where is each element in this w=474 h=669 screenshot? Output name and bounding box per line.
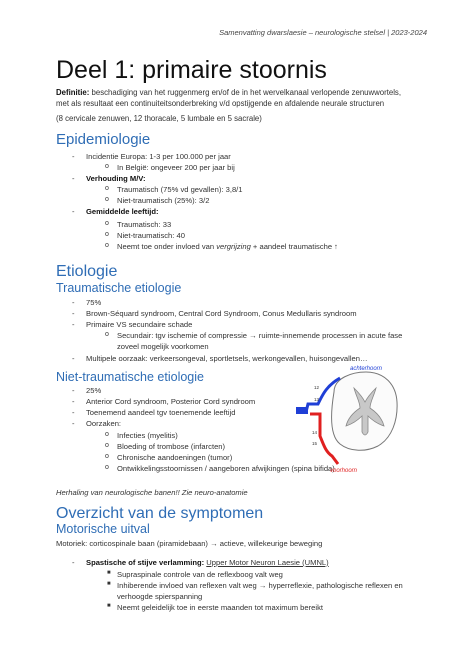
reference-note: Herhaling van neurologische banen!! Zie neuro-anatomie [56,488,248,497]
list-item: ■ Supraspinale controle van de reflexboog valt weg [107,570,283,579]
list-item: - Anterior Cord syndroom, Posterior Cord syndroom [72,397,256,406]
dash-bullet-icon: - [72,419,75,428]
list-item: o Secundair: tgv ischemie of compressie → ruimte-innemende processen in acute fase [105,331,403,340]
list-item: - Primaire VS secundaire schade [72,320,193,329]
dorsal-root-ganglion [296,407,308,414]
label-voorhoorn: voorhoorn [330,468,358,474]
label-13: 13 [314,397,320,402]
list-item: o Bloeding of trombose (infarcten) [105,442,226,451]
list-item: o Infecties (myelitis) [105,431,178,440]
list-item: - Toenemend aandeel tgv toenemende leeftijd [72,408,236,417]
label-15: 15 [312,441,318,446]
dash-bullet-icon: - [72,207,75,216]
list-item: o Niet-traumatisch (25%): 3/2 [105,196,210,205]
circle-bullet-icon: o [105,185,109,192]
label-achterhoorn: achterhoorn [350,366,383,372]
nerve-count-note: (8 cervicale zenuwen, 12 thoracale, 5 lumbale en 5 sacrale) [56,114,262,123]
circle-bullet-icon: o [105,453,109,460]
subheading-niet-traumatische: Niet-traumatische etiologie [56,370,204,384]
dash-bullet-icon: - [72,320,75,329]
circle-bullet-icon: o [105,242,109,249]
subheading-motorische-uitval: Motorische uitval [56,522,150,536]
square-bullet-icon: ■ [107,581,111,587]
list-item: - Multipele oorzaak: verkeersongeval, sportletsels, werkongevallen, huisongevallen… [72,354,368,363]
circle-bullet-icon: o [105,464,109,471]
list-item: o Traumatisch: 33 [105,220,172,229]
page-title: Deel 1: primaire stoornis [56,56,327,84]
dash-bullet-icon: - [72,408,75,417]
dash-bullet-icon: - [72,152,75,161]
list-item: ■ Neemt geleidelijk toe in eerste maanden tot maximum bereikt [107,603,323,612]
list-item: - Oorzaken: [72,419,122,428]
square-bullet-icon: ■ [107,570,111,576]
list-item: - Spastische of stijve verlamming: Upper Motor Neuron Laesie (UMNL) [72,558,329,567]
motoriek-line: Motoriek: corticospinale baan (piramidebaan) → actieve, willekeurige beweging [56,539,323,548]
dash-bullet-icon: - [72,558,75,567]
circle-bullet-icon: o [105,163,109,170]
list-item: - Verhouding M/V: [72,174,146,183]
definition [56,87,401,109]
circle-bullet-icon: o [105,196,109,203]
circle-bullet-icon: o [105,331,109,338]
subheading-traumatische: Traumatische etiologie [56,281,182,295]
section-heading-epidemiologie: Epidemiologie [56,131,151,148]
dash-bullet-icon: - [72,354,75,363]
dash-bullet-icon: - [72,174,75,183]
spinal-cord-diagram [296,362,404,474]
circle-bullet-icon: o [105,220,109,227]
list-item: - 25% [72,386,102,395]
dash-bullet-icon: - [72,386,75,395]
list-item-continuation: zoveel mogelijk voorkomen [117,342,209,351]
list-item: o Ontwikkelingsstoornissen / aangeboren afwijkingen (spina bifida) [105,464,335,473]
list-item: o Chronische aandoeningen (tumor) [105,453,233,462]
circle-bullet-icon: o [105,431,109,438]
dash-bullet-icon: - [72,298,75,307]
list-item: - Gemiddelde leeftijd: [72,207,159,216]
list-item: - Brown-Séquard syndroom, Central Cord Syndroom, Conus Medullaris syndroom [72,309,357,318]
square-bullet-icon: ■ [107,603,111,609]
list-item: ■ Inhiberende invloed van reflexen valt weg → hyperreflexie, pathologische reflexen en [107,581,403,590]
list-item-continuation: verhoogde spierspanning [117,592,203,601]
spinal-cord-diagram-svg [296,362,404,474]
label-12: 12 [314,385,320,390]
page-header: Samenvatting dwarslaesie – neurologische stelsel | 2023-2024 [219,28,427,37]
list-item: o Traumatisch (75% vd gevallen): 3,8/1 [105,185,243,194]
list-item: - 75% [72,298,102,307]
circle-bullet-icon: o [105,231,109,238]
section-heading-symptomen: Overzicht van de symptomen [56,505,264,522]
definition-text-2: met als resultaat een continuiteitsonderbreking v/d opstijgende en afdalende neurale structuren [56,99,385,108]
section-heading-etiologie: Etiologie [56,263,118,280]
dash-bullet-icon: - [72,397,75,406]
list-item: o In België: ongeveer 200 per jaar bij [105,163,235,172]
label-14: 14 [312,430,318,435]
list-item: - Incidentie Europa: 1-3 per 100.000 per jaar [72,152,231,161]
circle-bullet-icon: o [105,442,109,449]
definition-label: Definitie: [56,88,90,97]
list-item: o Neemt toe onder invloed van vergrijzing + aandeel traumatische ↑ [105,242,338,251]
definition-text-1: beschadiging van het ruggenmerg en/of de in het wervelkanaal verlopende zenuwwortels, [89,88,401,97]
dash-bullet-icon: - [72,309,75,318]
list-item: o Niet-traumatisch: 40 [105,231,185,240]
